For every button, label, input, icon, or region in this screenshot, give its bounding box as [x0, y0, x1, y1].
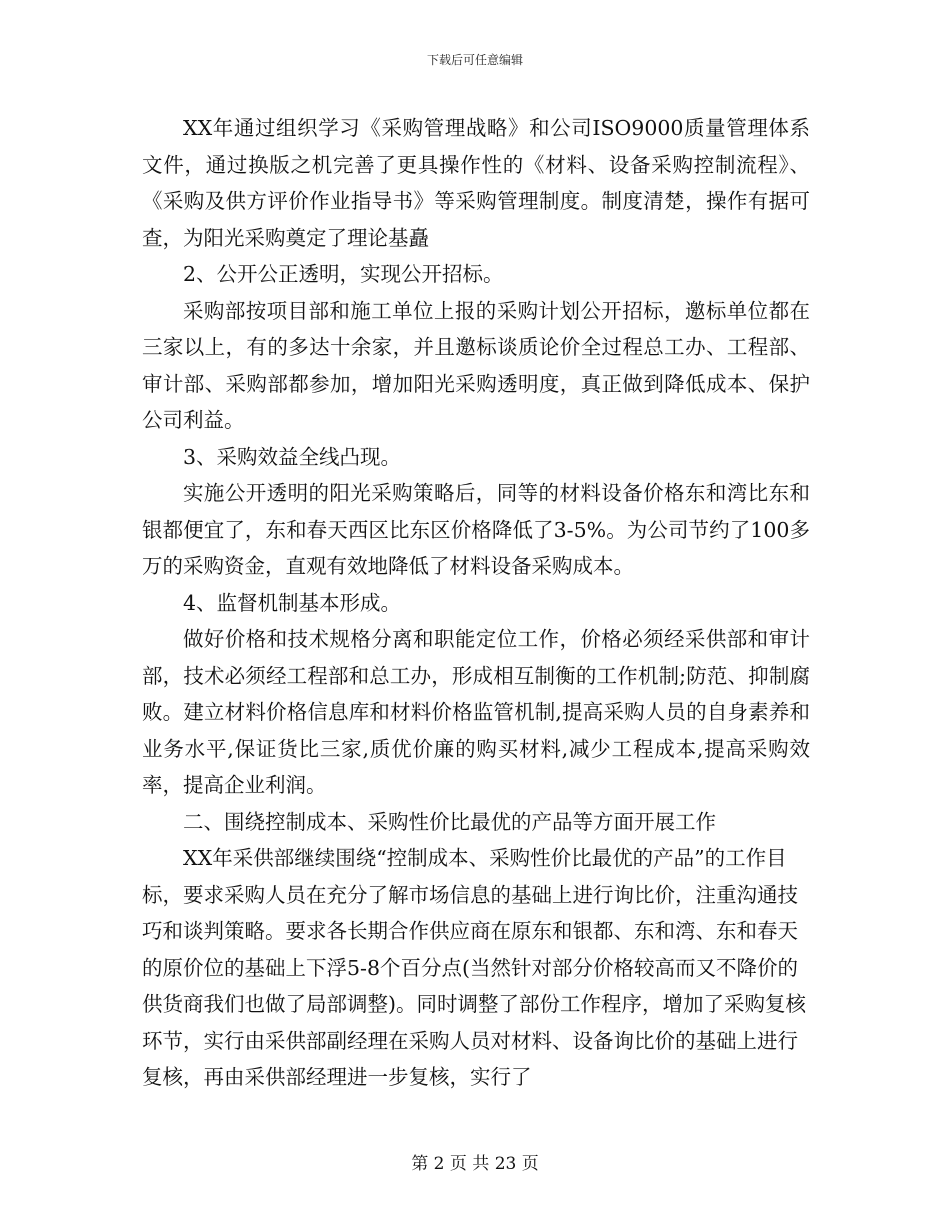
heading-open-bidding: 2、公开公正透明，实现公开招标。	[183, 262, 504, 286]
paragraph-cost-control: XX年采供部继续围绕“控制成本、采购性价比最优的产品”的工作目标，要求采购人员在充分了解市场信息的基础上进行询比价，注重沟通技巧和谈判策略。要求各长期合作供应商在原东和银都、东和湾、东和春天的原价位的基础上下浮5-8个百分点(当然针对部分价格较高而又不降价的供货商我们也做了局部调整)。同时调整了部份工作程序，增加了采购复核环节，实行由采供部副经理在采购人员对材料、设备询比价的基础上进行复核，再由采供部经理进一步复核，实行了	[142, 846, 806, 1089]
heading-cost-control: 二、围绕控制成本、采购性价比最优的产品等方面开展工作	[183, 809, 716, 834]
paragraph-procurement-benefits: 实施公开透明的阳光采购策略后，同等的材料设备价格东和湾比东和银都便宜了，东和春天西区比东区价格降低了3-5%。为公司节约了100多万的采购资金，直观有效地降低了材料设备采购成本。	[142, 481, 810, 578]
paragraph-supervision-mechanism: 做好价格和技术规格分离和职能定位工作，价格必须经采供部和审计部，技术必须经工程部和总工办，形成相互制衡的工作机制;防范、抑制腐败。建立材料价格信息库和材料价格监管机制,提高采购人员的自身素养和业务水平,保证货比三家,质优价廉的购买材料,减少工程成本,提高采购效率，提高企业利润。	[142, 627, 810, 797]
heading-supervision-mechanism: 4、监督机制基本形成。	[183, 590, 402, 615]
heading-procurement-benefits: 3、采购效益全线凸现。	[183, 444, 402, 469]
page-footer: 第 2 页 共 23 页	[411, 1154, 539, 1174]
document-body	[142, 110, 810, 1096]
paragraph-procurement-system: XX年通过组织学习《采购管理战略》和公司ISO9000质量管理体系文件，通过换版之机完善了更具操作性的《材料、设备采购控制流程》、《采购及供方评价作业指导书》等采购管理制度。制度清楚，操作有据可查，为阳光采购奠定了理论基矗	[142, 116, 810, 250]
page-header: 下载后可任意编辑	[426, 53, 523, 67]
paragraph-open-bidding: 采购部按项目部和施工单位上报的采购计划公开招标，邀标单位都在三家以上，有的多达十余家，并且邀标谈质论价全过程总工办、工程部、审计部、采购部都参加，增加阳光采购透明度，真正做到降低成本、保护公司利益。	[142, 298, 810, 432]
